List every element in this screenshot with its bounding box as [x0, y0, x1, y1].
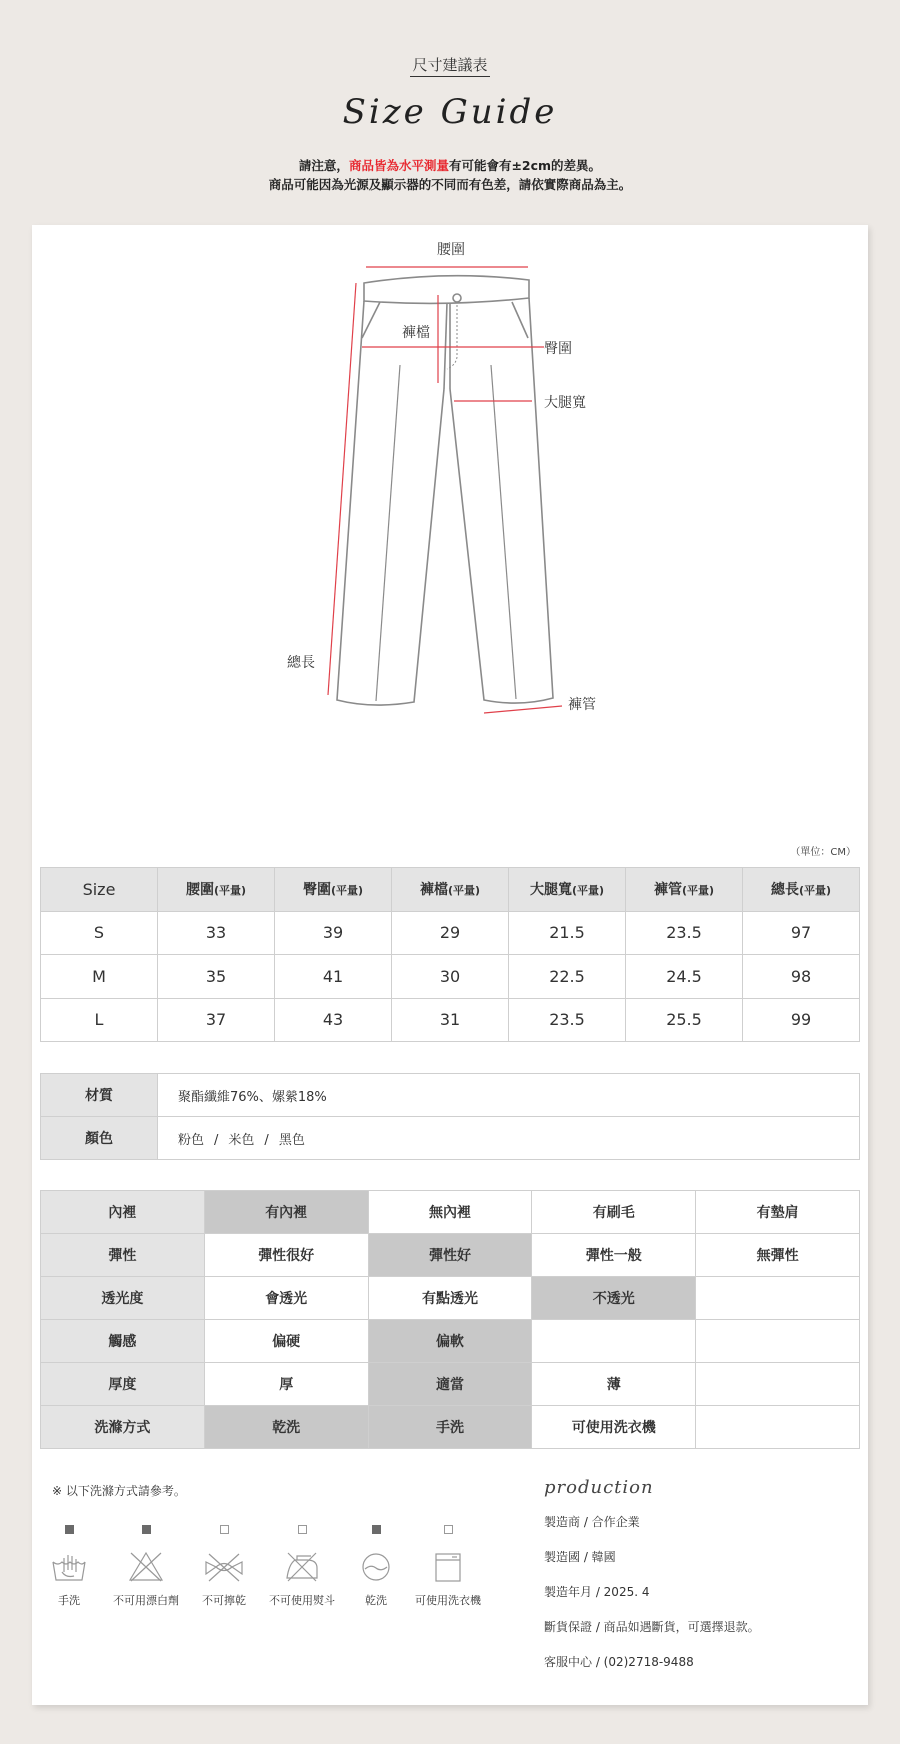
feature-option: 偏軟: [368, 1320, 532, 1363]
feature-option: 會透光: [204, 1277, 368, 1320]
feature-row-lining: [41, 1191, 860, 1234]
page-subtitle: 尺寸建議表: [0, 54, 900, 75]
feature-row-elasticity: [41, 1234, 860, 1277]
stock-guarantee-line: 斷貨保證 / 商品如遇斷貨，可選擇退款。: [544, 1620, 760, 1634]
feature-row-texture: [41, 1320, 860, 1363]
feature-option: 有內裡: [204, 1191, 368, 1234]
color-values: 粉色 / 米色 / 黑色: [158, 1117, 860, 1160]
table-cell: 98: [743, 955, 860, 999]
pants-illustration: [32, 225, 868, 825]
table-cell: 29: [392, 911, 509, 955]
header-size: Size: [41, 868, 158, 912]
feature-label: 內裡: [41, 1191, 205, 1234]
header-length: 總長(平量): [743, 868, 860, 912]
material-row: [41, 1074, 860, 1117]
feature-option: 可使用洗衣機: [532, 1406, 696, 1449]
header-waist: 腰圍(平量): [158, 868, 275, 912]
care-item-washing-machine: [410, 1525, 486, 1608]
feature-option: 厚: [204, 1363, 368, 1406]
washing-machine-icon: [433, 1550, 463, 1584]
header-hem: 褲管(平量): [626, 868, 743, 912]
pants-outline: [337, 276, 553, 705]
rise-label: 褲檔: [402, 325, 430, 341]
table-cell: 23.5: [626, 911, 743, 955]
care-item-no-wring: [194, 1525, 254, 1608]
pants-diagram: [32, 225, 868, 825]
customer-service-line: 客服中心 / (02)2718-9488: [544, 1655, 694, 1669]
no-wring-icon: [203, 1550, 245, 1584]
care-icons: [46, 1525, 486, 1635]
feature-label: 厚度: [41, 1363, 205, 1406]
feature-option: 無彈性: [696, 1234, 860, 1277]
checkbox-checked-icon: [372, 1525, 381, 1534]
table-cell: 35: [158, 955, 275, 999]
waist-label: 腰圍: [437, 242, 465, 258]
table-cell: 25.5: [626, 998, 743, 1042]
checkbox-unchecked-icon: [298, 1525, 307, 1534]
feature-option: 乾洗: [204, 1406, 368, 1449]
header-hip: 臀圍(平量): [275, 868, 392, 912]
care-label: 乾洗: [365, 1594, 387, 1607]
unit-note: （單位：CM）: [790, 847, 856, 858]
table-cell: 31: [392, 998, 509, 1042]
size-guide-card: [32, 225, 868, 1705]
hand-wash-icon: [50, 1550, 88, 1584]
checkbox-checked-icon: [142, 1525, 151, 1534]
feature-label: 透光度: [41, 1277, 205, 1320]
size-table-header: [41, 868, 860, 912]
care-item-no-bleach: [106, 1525, 186, 1608]
production-info: [544, 1477, 864, 1687]
table-cell: 37: [158, 998, 275, 1042]
feature-option: [532, 1320, 696, 1363]
feature-option: 有刷毛: [532, 1191, 696, 1234]
country-line: 製造國 / 韓國: [544, 1550, 616, 1564]
feature-label: 觸感: [41, 1320, 205, 1363]
table-cell: 43: [275, 998, 392, 1042]
table-cell: 23.5: [509, 998, 626, 1042]
care-item-dry-clean: [356, 1525, 396, 1608]
table-row: [41, 955, 860, 999]
feature-option: 偏硬: [204, 1320, 368, 1363]
length-label: 總長: [287, 655, 315, 671]
manufacturer-line: 製造商 / 合作企業: [544, 1515, 640, 1529]
hem-line: [484, 706, 562, 713]
care-label: 不可使用熨斗: [269, 1594, 335, 1607]
feature-option: 適當: [368, 1363, 532, 1406]
notice-highlight: 商品皆為水平測量: [348, 158, 449, 173]
color-row: [41, 1117, 860, 1160]
table-cell: 33: [158, 911, 275, 955]
checkbox-checked-icon: [65, 1525, 74, 1534]
material-info-table: [40, 1073, 860, 1160]
table-cell: 30: [392, 955, 509, 999]
feature-option: [696, 1320, 860, 1363]
table-cell: 24.5: [626, 955, 743, 999]
feature-option: 有點透光: [368, 1277, 532, 1320]
feature-option: 無內裡: [368, 1191, 532, 1234]
care-label: 可使用洗衣機: [415, 1594, 481, 1607]
feature-option: 不透光: [532, 1277, 696, 1320]
header-thigh: 大腿寬(平量): [509, 868, 626, 912]
table-cell: 21.5: [509, 911, 626, 955]
care-label: 不可擰乾: [202, 1594, 246, 1607]
table-cell: 39: [275, 911, 392, 955]
care-item-hand-wash: [50, 1525, 88, 1608]
checkbox-unchecked-icon: [444, 1525, 453, 1534]
production-title: production: [544, 1477, 654, 1498]
dry-clean-icon: [359, 1550, 393, 1584]
hip-label: 臀圍: [544, 341, 572, 357]
feature-option: 有墊肩: [696, 1191, 860, 1234]
thigh-label: 大腿寬: [544, 395, 586, 411]
header-rise: 褲檔(平量): [392, 868, 509, 912]
care-label: 手洗: [58, 1594, 80, 1607]
table-cell: S: [41, 911, 158, 955]
table-cell: M: [41, 955, 158, 999]
feature-option: 手洗: [368, 1406, 532, 1449]
table-cell: L: [41, 998, 158, 1042]
feature-label: 彈性: [41, 1234, 205, 1277]
measurement-notice: 請注意，商品皆為水平測量有可能會有±2cm的差異。 商品可能因為光源及顯示器的不同而有色差，請依實際商品為主。: [268, 158, 632, 192]
feature-row-washing: [41, 1406, 860, 1449]
care-note: ※ 以下洗滌方式請參考。: [52, 1484, 186, 1498]
feature-row-thickness: [41, 1363, 860, 1406]
manufacture-date-line: 製造年月 / 2025. 4: [544, 1585, 650, 1599]
material-value: 聚酯纖維76%、嫘縈18%: [158, 1074, 860, 1117]
feature-option: 彈性一般: [532, 1234, 696, 1277]
feature-row-transparency: [41, 1277, 860, 1320]
table-cell: 41: [275, 955, 392, 999]
feature-option: 彈性好: [368, 1234, 532, 1277]
feature-option: [696, 1277, 860, 1320]
no-bleach-icon: [127, 1550, 165, 1584]
checkbox-unchecked-icon: [220, 1525, 229, 1534]
color-label: 顏色: [41, 1117, 158, 1160]
table-cell: 97: [743, 911, 860, 955]
care-label: 不可用漂白劑: [113, 1594, 179, 1607]
material-label: 材質: [41, 1074, 158, 1117]
page-title: Size Guide: [342, 92, 558, 132]
hem-label: 褲管: [568, 697, 596, 713]
feature-table: [40, 1190, 860, 1449]
table-row: [41, 911, 860, 955]
table-cell: 99: [743, 998, 860, 1042]
feature-option: [696, 1363, 860, 1406]
feature-option: 彈性很好: [204, 1234, 368, 1277]
no-iron-icon: [283, 1550, 321, 1584]
feature-label: 洗滌方式: [41, 1406, 205, 1449]
table-cell: 22.5: [509, 955, 626, 999]
care-item-no-iron: [262, 1525, 342, 1608]
size-table: [40, 867, 860, 1042]
feature-option: [696, 1406, 860, 1449]
table-row: [41, 998, 860, 1042]
feature-option: 薄: [532, 1363, 696, 1406]
